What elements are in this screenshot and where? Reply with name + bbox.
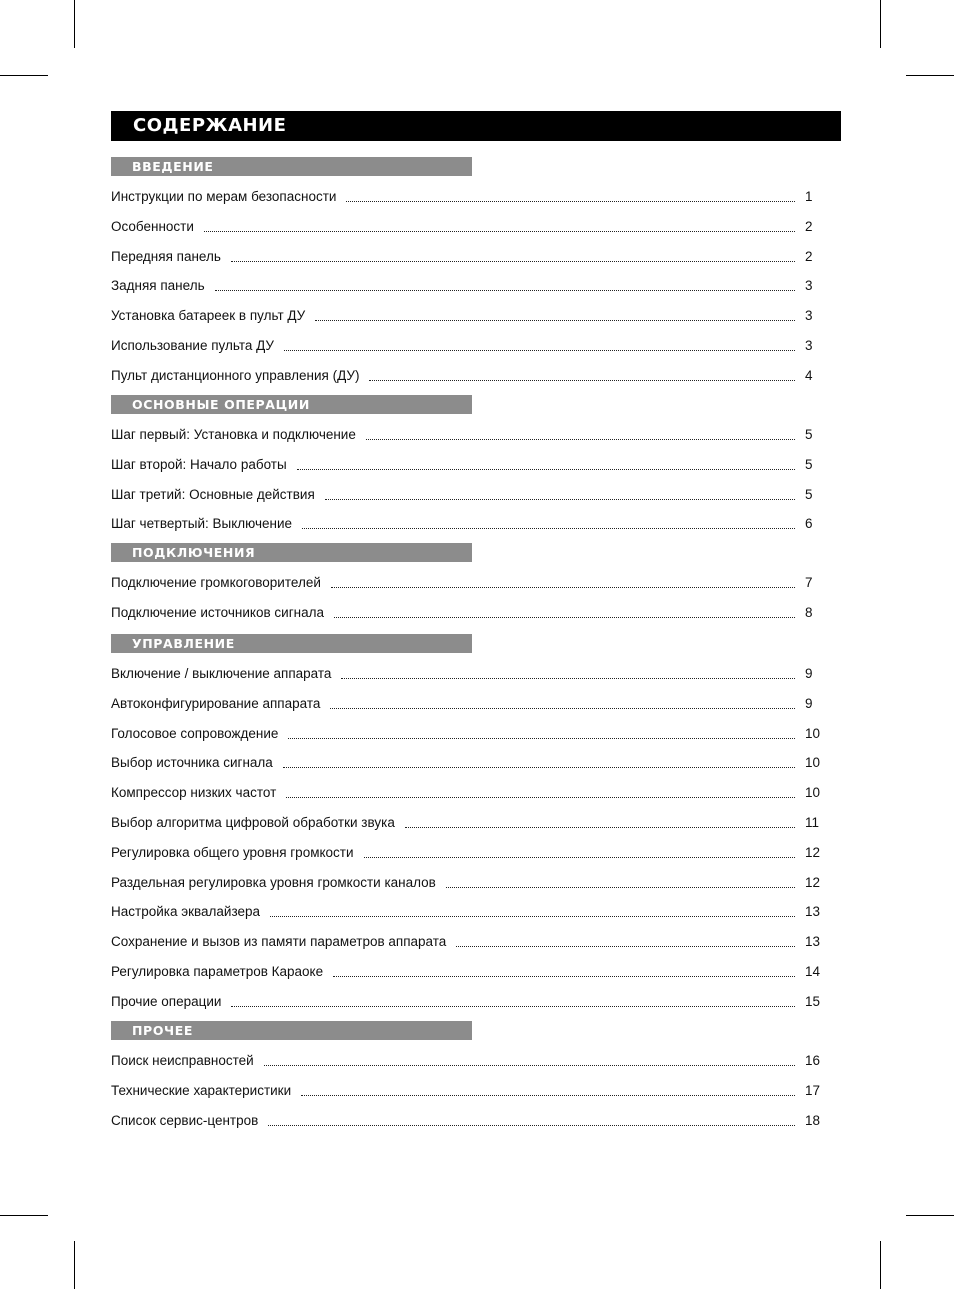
crop-mark	[906, 1215, 954, 1216]
toc-entry-label: Раздельная регулировка уровня громкости каналов	[111, 874, 436, 890]
toc-entry	[111, 1050, 831, 1070]
dot-leader	[283, 767, 795, 768]
dot-leader	[302, 528, 795, 529]
crop-mark	[74, 1241, 75, 1289]
toc-entry-label: Выбор алгоритма цифровой обработки звука	[111, 815, 395, 830]
toc-entry	[111, 752, 831, 772]
section-heading: ПОДКЛЮЧЕНИЯ	[111, 543, 472, 562]
dot-leader	[231, 261, 795, 262]
toc-entry	[111, 663, 831, 683]
dot-leader	[456, 946, 795, 947]
toc-entry-page: 7	[805, 575, 813, 590]
toc-entry-label: Поиск неисправностей	[111, 1053, 254, 1068]
dot-leader	[270, 916, 795, 917]
dot-leader	[301, 1095, 795, 1096]
toc-entry-label: Использование пульта ДУ	[111, 338, 274, 353]
toc-entry-page: 13	[805, 904, 821, 920]
dot-leader	[331, 587, 795, 588]
crop-mark	[880, 0, 881, 48]
dot-leader	[346, 201, 795, 202]
toc-entry	[111, 961, 831, 981]
toc-entry-page: 12	[805, 874, 821, 890]
toc-entry-label: Сохранение и вызов из памяти параметров аппарата	[111, 934, 447, 950]
toc-entry	[111, 365, 831, 385]
toc-entry	[111, 782, 831, 802]
toc-entry	[111, 872, 831, 892]
toc-entry-page: 9	[805, 695, 813, 711]
toc-entry-page: 8	[805, 604, 813, 620]
dot-leader	[264, 1065, 795, 1066]
toc-entry-page: 10	[805, 755, 821, 771]
toc-entry-label: Подключение громкоговорителей	[111, 575, 321, 590]
toc-entry-page: 5	[805, 456, 813, 472]
toc-entry	[111, 246, 831, 266]
toc-entry-label: Установка батареек в пульт ДУ	[111, 308, 306, 324]
toc-entry	[111, 305, 831, 325]
crop-mark	[880, 1241, 881, 1289]
section-heading: ПРОЧЕЕ	[111, 1021, 472, 1040]
toc-entry-label: Компрессор низких частот	[111, 785, 277, 801]
toc-entry-page: 9	[805, 666, 813, 681]
toc-entry-label: Особенности	[111, 218, 194, 234]
dot-leader	[231, 1006, 795, 1007]
toc-entry	[111, 484, 831, 504]
crop-mark	[906, 75, 954, 76]
toc-entry-label: Шаг второй: Начало работы	[111, 456, 287, 472]
toc-entry-label: Передняя панель	[111, 248, 221, 264]
toc-entry-page: 17	[805, 1082, 821, 1098]
toc-entry-label: Голосовое сопровождение	[111, 725, 279, 741]
toc-entry-page: 6	[805, 516, 813, 532]
toc-entry-label: Прочие операции	[111, 993, 222, 1009]
toc-entry-label: Подключение источников сигнала	[111, 604, 324, 620]
toc-entry	[111, 186, 831, 206]
toc-entry-label: Задняя панель	[111, 278, 205, 294]
toc-entry-page: 14	[805, 964, 821, 979]
toc-entry	[111, 1110, 831, 1130]
toc-entry-page: 1	[805, 189, 813, 204]
toc-entry	[111, 513, 831, 533]
toc-entry	[111, 424, 831, 444]
toc-entry-page: 2	[805, 248, 813, 264]
dot-leader	[333, 976, 795, 977]
toc-entry-page: 2	[805, 218, 813, 234]
dot-leader	[315, 320, 795, 321]
section-heading: УПРАВЛЕНИЕ	[111, 634, 472, 653]
dot-leader	[288, 738, 795, 739]
toc-entry-page: 16	[805, 1053, 821, 1068]
toc-entry-page: 12	[805, 844, 821, 860]
toc-entry	[111, 991, 831, 1011]
toc-entry-page: 3	[805, 308, 813, 324]
toc-entry-label: Настройка эквалайзера	[111, 904, 261, 920]
toc-entry-page: 10	[805, 725, 821, 741]
toc-entry-page: 3	[805, 338, 813, 353]
dot-leader	[268, 1125, 795, 1126]
crop-mark	[74, 0, 75, 48]
toc-entry	[111, 216, 831, 236]
toc-entry-label: Технические характеристики	[111, 1082, 292, 1098]
dot-leader	[366, 439, 795, 440]
toc-entry	[111, 931, 831, 951]
toc-entry-page: 4	[805, 367, 813, 383]
toc-entry	[111, 812, 831, 832]
toc-entry	[111, 335, 831, 355]
toc-entry-label: Шаг четвертый: Выключение	[111, 516, 293, 532]
section-heading: ВВЕДЕНИЕ	[111, 157, 472, 176]
toc-entry-page: 3	[805, 278, 813, 294]
dot-leader	[341, 678, 795, 679]
dot-leader	[405, 827, 795, 828]
toc-entry-label: Включение / выключение аппарата	[111, 666, 332, 681]
toc-entry	[111, 693, 831, 713]
toc-entry	[111, 901, 831, 921]
toc-entry-page: 5	[805, 486, 813, 502]
toc-entry-label: Автоконфигурирование аппарата	[111, 695, 321, 711]
dot-leader	[446, 887, 795, 888]
crop-mark	[0, 75, 48, 76]
toc-entry-page: 5	[805, 427, 813, 442]
dot-leader	[364, 857, 795, 858]
toc-entry	[111, 1080, 831, 1100]
toc-entry-label: Пульт дистанционного управления (ДУ)	[111, 367, 360, 383]
dot-leader	[215, 290, 795, 291]
dot-leader	[284, 350, 795, 351]
dot-leader	[297, 469, 795, 470]
toc-entry-label: Инструкции по мерам безопасности	[111, 189, 337, 204]
dot-leader	[330, 708, 795, 709]
toc-entry-label: Шаг третий: Основные действия	[111, 486, 315, 502]
toc-entry-page: 10	[805, 785, 821, 801]
toc-entry	[111, 842, 831, 862]
page-title: СОДЕРЖАНИЕ	[111, 111, 841, 141]
toc-entry	[111, 602, 831, 622]
toc-entry-page: 13	[805, 934, 821, 950]
dot-leader	[286, 797, 795, 798]
toc-entry-label: Регулировка параметров Караоке	[111, 964, 324, 979]
toc-entry-label: Шаг первый: Установка и подключение	[111, 427, 356, 442]
toc-entry	[111, 275, 831, 295]
toc-entry	[111, 572, 831, 592]
toc-entry-label: Список сервис-центров	[111, 1112, 259, 1128]
dot-leader	[334, 617, 795, 618]
toc-entry	[111, 454, 831, 474]
toc-entry	[111, 723, 831, 743]
section-heading: ОСНОВНЫЕ ОПЕРАЦИИ	[111, 395, 472, 414]
toc-entry-page: 18	[805, 1112, 821, 1128]
dot-leader	[204, 231, 795, 232]
toc-entry-label: Регулировка общего уровня громкости	[111, 844, 354, 860]
dot-leader	[369, 380, 795, 381]
toc-entry-label: Выбор источника сигнала	[111, 755, 273, 771]
toc-entry-page: 11	[805, 815, 820, 830]
dot-leader	[325, 499, 795, 500]
crop-mark	[0, 1215, 48, 1216]
toc-entry-page: 15	[805, 993, 821, 1009]
